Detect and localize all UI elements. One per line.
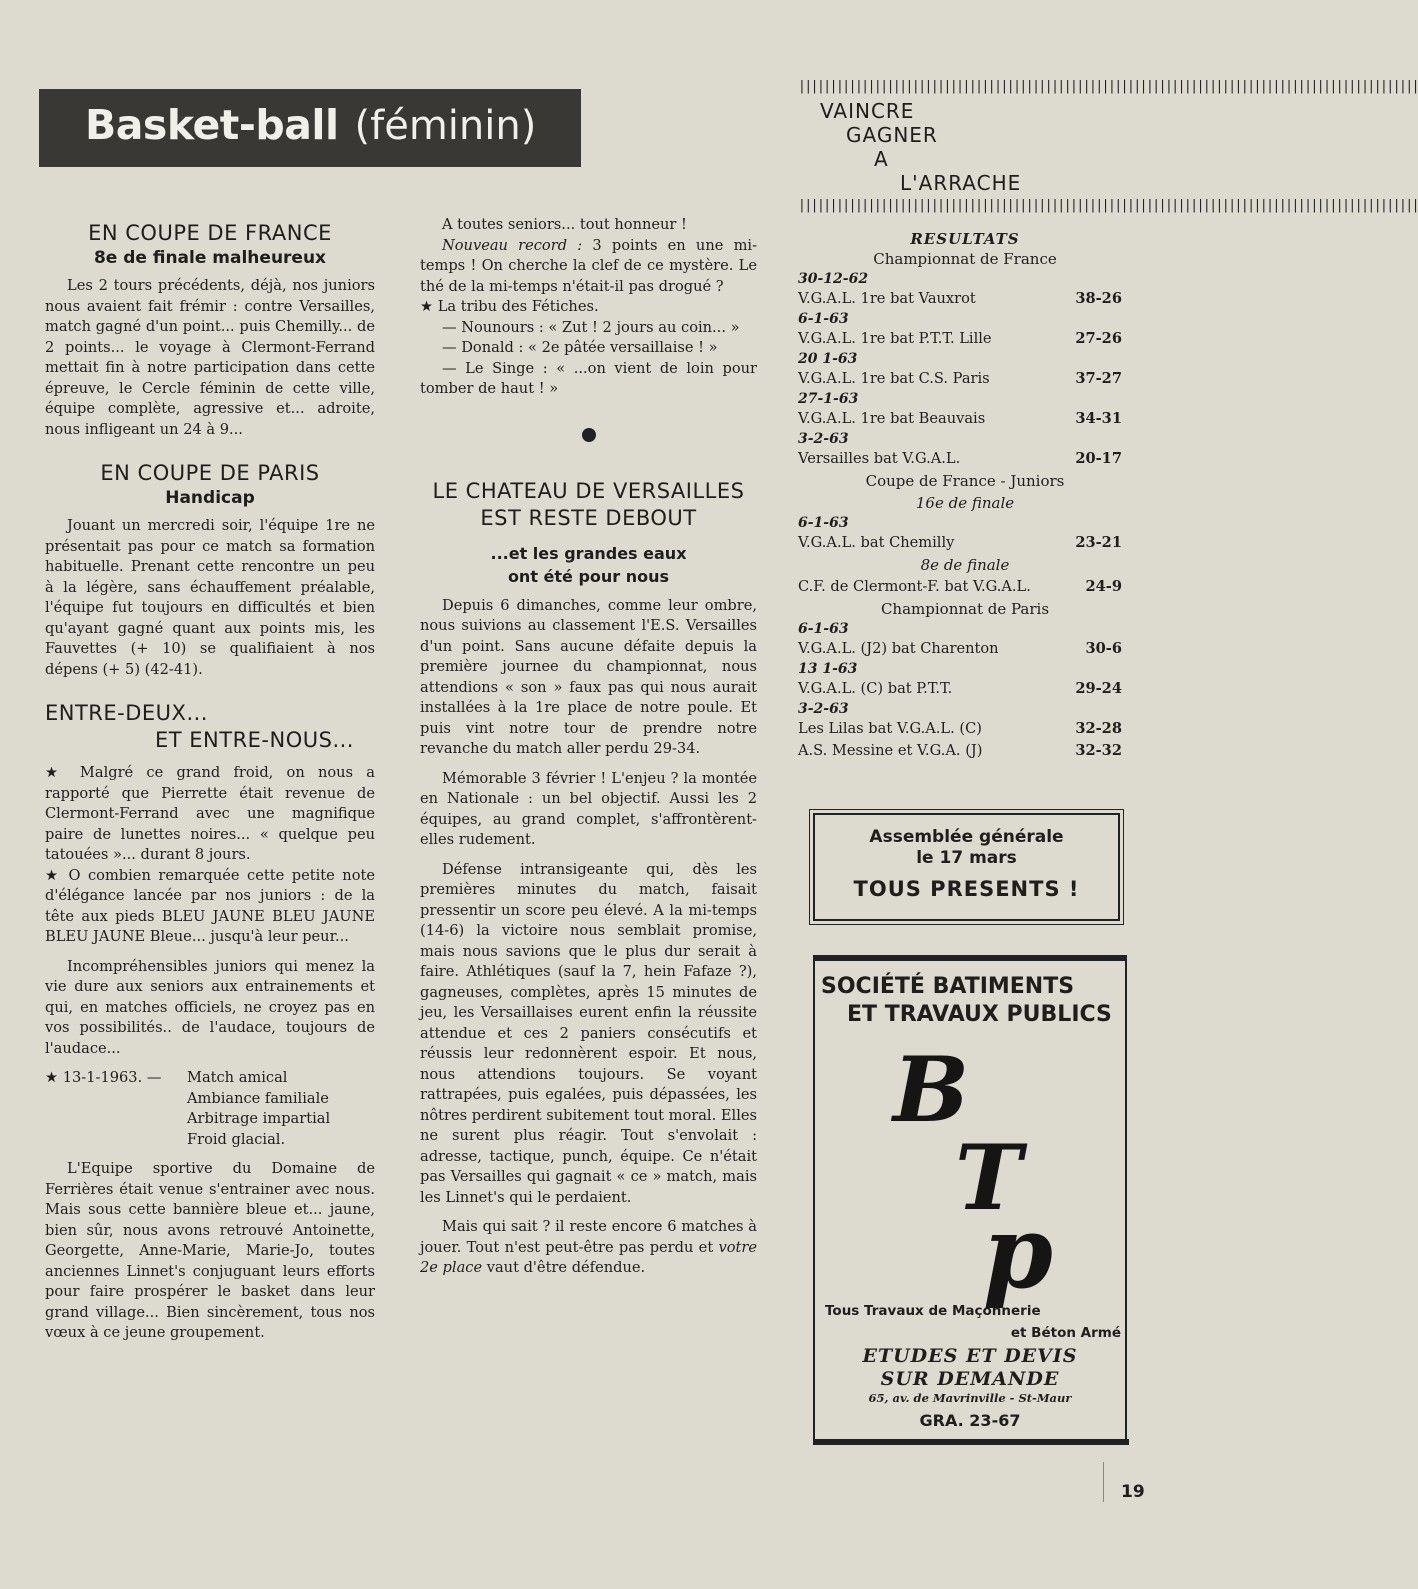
result-date: 3-2-63 xyxy=(798,431,849,447)
result-date: 20 1-63 xyxy=(798,351,858,367)
column-middle xyxy=(420,215,757,1279)
heading-coupe-paris: EN COUPE DE PARIS xyxy=(100,461,320,485)
result-row xyxy=(798,532,1132,554)
subheading-handicap: Handicap xyxy=(165,488,255,508)
result-score: 30-6 xyxy=(1085,640,1122,657)
paragraph: A toutes seniors... tout honneur ! xyxy=(442,216,687,233)
result-row xyxy=(798,328,1132,350)
results-section: Championnat de Paris xyxy=(880,600,1050,618)
result-match: Les Lilas bat V.G.A.L. (C) xyxy=(798,720,982,737)
results-subsection: 8e de finale xyxy=(920,556,1010,574)
bullet-separator xyxy=(582,428,596,442)
result-match: V.G.A.L. 1re bat C.S. Paris xyxy=(798,370,990,387)
amical-line: Ambiance familiale xyxy=(187,1089,329,1107)
subheading-grandes-eaux-2: ont été pour nous xyxy=(507,566,670,586)
result-match: A.S. Messine et V.G.A. (J) xyxy=(798,742,983,759)
paragraph: L'Equipe sportive du Domaine de Ferrières était venue s'entrainer avec nous. Mais sous cette bannière bleue et... jaune, bien sûr, nous avons retrouvé Antoinette, Georgette, Anne-Marie, Marie-Jo, toutes anciennes Linnet's conjuguant leurs efforts pour faire prospérer le basket dans leur grand village... Bien sincèrement, tous nos vœux à ce jeune groupement. xyxy=(45,1160,375,1341)
paragraph: ★ La tribu des Fétiches. xyxy=(420,298,599,315)
ad-phone: GRA. 23-67 xyxy=(919,1411,1021,1430)
results-section: Championnat de France xyxy=(873,250,1057,268)
results-title: RESULTATS xyxy=(910,230,1020,248)
heading-entre-deux xyxy=(45,700,375,754)
results-section: Coupe de France - Juniors xyxy=(865,472,1065,490)
text: 3 points en une mi-temps ! On cherche la clef de ce mystère. Le thé de la mi-temps n'était-il pas drogué ? xyxy=(420,236,758,295)
result-row xyxy=(798,638,1132,660)
slogan-line: GAGNER xyxy=(846,123,938,147)
amical-block xyxy=(45,1068,375,1150)
result-score: 27-26 xyxy=(1075,330,1122,347)
result-match: V.G.A.L. (C) bat P.T.T. xyxy=(798,680,953,697)
result-row xyxy=(798,576,1132,598)
text: vaut d'être défendue. xyxy=(486,1259,646,1276)
amical-lines xyxy=(187,1068,330,1150)
assembly-notice-box xyxy=(813,813,1120,921)
result-score: 37-27 xyxy=(1075,370,1122,387)
notice-callout: TOUS PRESENTS ! xyxy=(853,877,1080,901)
result-score: 29-24 xyxy=(1075,680,1122,697)
result-match: V.G.A.L. 1re bat Vauxrot xyxy=(798,290,976,307)
paragraph: Jouant un mercredi soir, l'équipe 1re ne présentait pas pour ce match sa formation habituelle. Prenant cette rencontre un peu à la légère, sans échauffement préalable, l'équipe fut toujours en difficultés et bien qu'ayant gagné quant aux points mis, les Fauvettes (+ 10) se qualifiaient à nos dépens (+ 5) (42-41). xyxy=(45,517,375,678)
slogan xyxy=(798,99,1132,195)
result-match: V.G.A.L. 1re bat Beauvais xyxy=(798,410,986,427)
slogan-line: L'ARRACHE xyxy=(900,171,1022,195)
result-date: 6-1-63 xyxy=(798,515,849,531)
divider xyxy=(1103,1462,1104,1502)
heading-line: ENTRE-DEUX... xyxy=(45,701,208,725)
paragraph: Défense intransigeante qui, dès les premières minutes du match, faisait pressentir un score peu élevé. A la mi-temps (14-6) la victoire nous semblait promise, mais nous savions que le plus dur serait à faire. Athlétiques (sauf la 7, hein Fafaze ?), gagneuses, complètes, après 15 minutes de jeu, les Versaillaises eurent enfin la réussite attendue et ces 2 paniers consécutifs et réussis leur redonnèrent espoir. Et nous, nous attendions toujours. Se voyant rattrapées, puis egalées, puis dépassées, les nôtres perdirent subitement tout moral. Elles ne surent plus réagir. Tout s'envolait : adresse, tactique, punch, équipe. Ce n'était pas Versailles qui gagnait « ce » match, mais les Linnet's qui le perdaient. xyxy=(420,860,757,1206)
paragraph: Les 2 tours précédents, déjà, nos juniors nous avaient fait frémir : contre Versailles, match gagné d'un point... puis Chemilly... de 2 points... le voyage à Clermont-Ferrand mettait fin à notre participation dans cette épreuve, le Cercle féminin de cette ville, équipe complète, agressive et... adroite, nous infligeant un 24 à 9... xyxy=(45,277,375,438)
result-date: 3-2-63 xyxy=(798,701,849,717)
result-row xyxy=(798,718,1132,740)
result-row xyxy=(798,408,1132,430)
page-number: 19 xyxy=(1121,1482,1145,1502)
ad-services: Tous Travaux de Maçonnerie xyxy=(825,1303,1041,1319)
column-left xyxy=(45,220,375,1344)
logo-letter-b: B xyxy=(893,1037,970,1143)
text: Mais qui sait ? il reste encore 6 matches à jouer. Tout n'est peut-être pas perdu et xyxy=(420,1218,757,1256)
paragraph: Depuis 6 dimanches, comme leur ombre, nous suivions au classement l'E.S. Versailles d'un point. Sans aucune défaite depuis la première journee du championnat, nous attendions « son » faux pas qui nous aurait installées à la 1re place de notre poule. Et puis vint notre tour de prendre notre revanche du match aller perdu 29-34. xyxy=(420,596,757,757)
column-right xyxy=(798,79,1418,762)
amical-line: Arbitrage impartial xyxy=(187,1110,331,1127)
ad-services: et Béton Armé xyxy=(1010,1325,1121,1341)
result-score: 34-31 xyxy=(1075,410,1122,427)
result-match: C.F. de Clermont-F. bat V.G.A.L. xyxy=(798,578,1031,595)
result-match: Versailles bat V.G.A.L. xyxy=(798,450,961,467)
subheading-8e-finale: 8e de finale malheureux xyxy=(93,248,327,268)
result-score: 23-21 xyxy=(1075,534,1122,551)
emphasis: votre 2e place xyxy=(420,1238,757,1276)
result-date: 30-12-62 xyxy=(798,271,869,287)
subheading-grandes-eaux: ...et les grandes eaux xyxy=(490,543,687,563)
result-match: V.G.A.L. 1re bat P.T.T. Lille xyxy=(798,330,992,347)
result-row xyxy=(798,740,1132,762)
result-score: 20-17 xyxy=(1075,450,1122,467)
section-banner xyxy=(39,89,581,167)
ad-bottom-rule xyxy=(813,1439,1129,1445)
result-date: 27-1-63 xyxy=(798,391,859,407)
heading-chateau: LE CHATEAU DE VERSAILLES xyxy=(432,478,745,503)
paragraph: ★ O combien remarquée cette petite note d'élégance lancée par nos juniors : de la tête aux pieds BLEU JAUNE BLEU JAUNE BLEU JAUNE Bleue... jusqu'à leur peur... xyxy=(45,866,375,945)
result-date: 6-1-63 xyxy=(798,621,849,637)
ad-estimates-line: SUR DEMANDE xyxy=(880,1368,1060,1390)
amical-line: Froid glacial. xyxy=(187,1130,286,1148)
slogan-line: A xyxy=(874,147,889,171)
result-score: 32-28 xyxy=(1075,720,1122,737)
result-score: 38-26 xyxy=(1075,290,1122,307)
result-score: 24-9 xyxy=(1085,578,1122,595)
notice-line: le 17 mars xyxy=(916,848,1017,868)
result-row xyxy=(798,678,1132,700)
emphasis: Nouveau record : xyxy=(442,236,583,254)
result-date: 6-1-63 xyxy=(798,311,849,327)
ad-title: ET TRAVAUX PUBLICS xyxy=(847,1002,1112,1027)
banner-title-bold: Basket-ball xyxy=(85,101,339,149)
paragraph: ★ Malgré ce grand froid, on nous a rapporté que Pierrette était revenue de Clermont-Ferrand avec une magnifique paire de lunettes noires... « quelque peu tatouées »... durant 8 jours. xyxy=(45,764,375,863)
decorative-bars-bottom: |||||||||||||||||||||||||||||||||||||||||||||||||||||||||||||||||||||||||||||||||||||||||||||||||| xyxy=(798,198,1418,213)
paragraph: — Donald : « 2e pâtée versaillaise ! » xyxy=(442,339,718,356)
paragraph: Incompréhensibles juniors qui menez la vie dure aux seniors aux entrainements et qui, en matches officiels, ne croyez pas en vos possibilités.. de l'audace, toujours de l'audace... xyxy=(45,957,375,1057)
result-date: 13 1-63 xyxy=(798,661,858,677)
results-subsection: 16e de finale xyxy=(915,494,1015,512)
heading-coupe-france: EN COUPE DE FRANCE xyxy=(88,221,332,245)
paragraph: Mémorable 3 février ! L'enjeu ? la montée en Nationale : un bel objectif. Aussi les 2 équipes, au grand complet, s'affrontèrent-elles rudement. xyxy=(420,769,757,848)
ad-estimates xyxy=(815,1345,1125,1391)
advertisement-btp xyxy=(813,955,1127,1445)
result-match: V.G.A.L. (J2) bat Charenton xyxy=(798,640,999,657)
result-row xyxy=(798,448,1132,470)
ad-address: 65, av. de Mavrinville - St-Maur xyxy=(868,1391,1072,1405)
amical-date: ★ 13-1-1963. — xyxy=(45,1069,162,1086)
paragraph: — Nounours : « Zut ! 2 jours au coin... » xyxy=(442,318,740,336)
heading-chateau-2: EST RESTE DEBOUT xyxy=(480,505,697,530)
ad-estimates-line: ETUDES ET DEVIS xyxy=(862,1345,1078,1367)
amical-line: Match amical xyxy=(187,1069,288,1086)
banner-title-light: (féminin) xyxy=(354,103,537,149)
heading-line: ET ENTRE-NOUS... xyxy=(155,728,354,752)
paragraph: — Le Singe : « ...on vient de loin pour tomber de haut ! » xyxy=(420,359,757,397)
notice-line: Assemblée générale xyxy=(869,827,1064,847)
slogan-line: VAINCRE xyxy=(820,99,915,123)
logo-letter-t: T xyxy=(955,1125,1022,1231)
result-match: V.G.A.L. bat Chemilly xyxy=(798,534,955,551)
ad-title: SOCIÉTÉ BATIMENTS xyxy=(821,974,1075,999)
result-row xyxy=(798,368,1132,390)
paragraph xyxy=(420,236,757,298)
result-row xyxy=(798,288,1132,310)
paragraph xyxy=(420,1217,757,1279)
logo-letter-p: p xyxy=(983,1193,1053,1311)
decorative-bars-top: |||||||||||||||||||||||||||||||||||||||||||||||||||||||||||||||||||||||||||||||||||||||||||||||||| xyxy=(798,79,1418,94)
result-score: 32-32 xyxy=(1075,742,1122,759)
